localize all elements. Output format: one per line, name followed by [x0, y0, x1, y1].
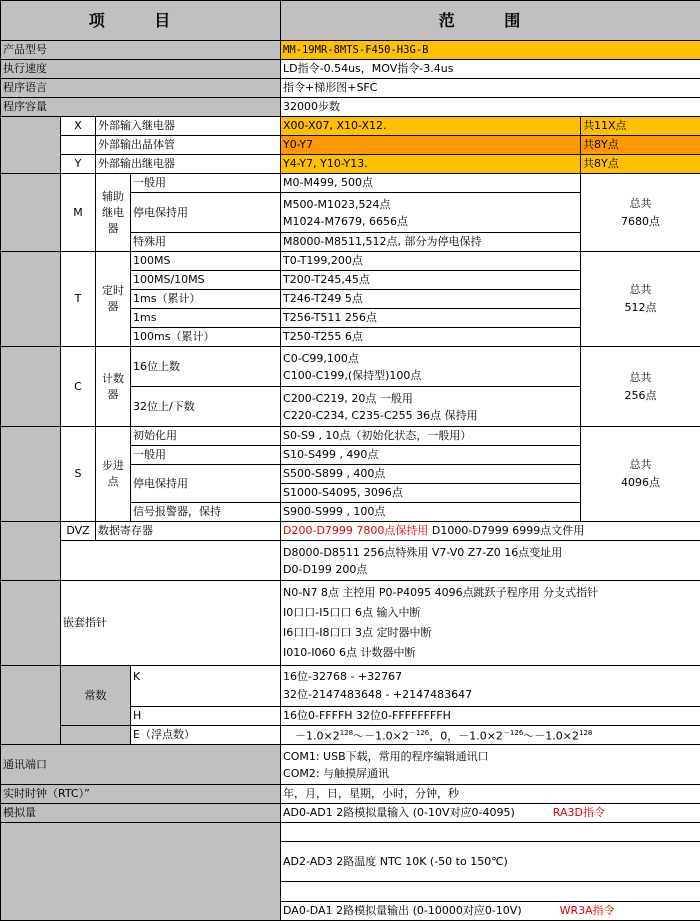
row-rtc — [1, 785, 700, 804]
rtc-value: 年，月，日，星期，小时，分钟，秒 — [281, 785, 700, 804]
t-range: T200-T245,45点 — [281, 271, 581, 290]
c-range-32 — [281, 387, 581, 427]
dvz-line-3: D0-D199 200点 — [283, 562, 368, 576]
s-name: 初始化用 — [131, 427, 281, 446]
c-range-line: C0-C99,100点 — [283, 351, 359, 365]
row-analog-block — [1, 823, 700, 842]
c-range-line: C200-C219, 20点 一般用 — [283, 391, 413, 405]
value-model: MM-19MR-8MTS-F450-H3G-B — [281, 41, 700, 60]
analog-blank-2 — [281, 882, 700, 902]
s-name-retentive: 停电保持用 — [131, 465, 281, 503]
c-total — [581, 347, 700, 427]
t-code: T — [61, 252, 96, 347]
analog-ad01 — [281, 804, 700, 823]
label-capacity: 程序容量 — [1, 98, 281, 117]
nest-line: I010-I060 6点 计数器中断 — [283, 646, 416, 659]
s-range: S0-S9 , 10点（初始化状态，一般用） — [281, 427, 581, 446]
s-total — [581, 427, 700, 522]
row-c-16 — [1, 347, 700, 387]
s-name: 信号报警器，保持 — [131, 503, 281, 522]
c-side-cell — [1, 347, 61, 427]
const-label: 常数 — [61, 666, 131, 726]
s-side-cell — [1, 427, 61, 522]
s-range: S900-S999 , 100点 — [281, 503, 581, 522]
c-total-label: 总共 — [629, 370, 652, 384]
e-part: ～－1.0×2 — [353, 729, 409, 743]
const-k-16: 16位-32768 - +32767 — [283, 670, 403, 683]
dvz-side-cell — [1, 522, 61, 581]
label-model: 产品型号 — [1, 41, 281, 60]
t-name: 100ms（累计） — [131, 328, 281, 347]
nest-line: I0口口-I5口口 6点 输入中断 — [283, 606, 421, 619]
dvz-retentive-text: D200-D7999 7800点保持用 — [283, 524, 429, 537]
c-code: C — [61, 347, 96, 427]
c-range-16 — [281, 347, 581, 387]
m-name-special: 特殊用 — [131, 233, 281, 252]
io-name-y: 外部输出继电器 — [96, 155, 281, 174]
c-range-line: C100-C199,(保持型)100点 — [283, 368, 422, 382]
analog-ad23: AD2-AD3 2路温度 NTC 10K (-50 to 150℃) — [281, 842, 700, 882]
m-side-cell — [1, 174, 61, 252]
comm-label: 通讯端口 — [1, 745, 281, 785]
comm-line: COM1: USB下载，常用的程序编辑通讯口 — [283, 749, 489, 763]
const-k-label: K — [131, 666, 281, 707]
row-speed — [1, 60, 700, 79]
io-code-y: Y — [61, 155, 96, 174]
s-total-count: 4096点 — [621, 476, 661, 489]
io-total-y: 共8Y点 — [581, 155, 700, 174]
s-total-label: 总共 — [629, 458, 652, 471]
header-item: 项 目 — [1, 1, 281, 41]
const-side-cell — [1, 666, 61, 745]
analog-blank — [281, 823, 700, 842]
nest-side-cell — [1, 581, 61, 666]
t-name: 100MS/10MS — [131, 271, 281, 290]
row-capacity — [1, 98, 700, 117]
m-range-retentive-line: M500-M1023,524点 — [283, 197, 391, 211]
const-k-32: 32位-2147483648 - +2147483647 — [283, 688, 473, 701]
e-part: －1.0×2 — [295, 729, 340, 743]
io-code-x: X — [61, 117, 96, 136]
row-dvz-1 — [1, 522, 700, 541]
comm-values — [281, 745, 700, 785]
s-range: S1000-S4095, 3096点 — [281, 484, 581, 503]
rtc-label: 实时时钟（RTC）” — [1, 785, 281, 804]
row-const-k — [1, 666, 700, 707]
s-group: 步进点 — [96, 427, 131, 522]
m-range-retentive — [281, 193, 581, 233]
m-range-special: M8000-M8511,512点, 部分为停电保持 — [281, 233, 581, 252]
c-group: 计数器 — [96, 347, 131, 427]
m-total-label: 总共 — [629, 196, 652, 210]
row-dvz-2 — [1, 541, 700, 581]
m-range-general: M0-M499, 500点 — [281, 174, 581, 193]
t-total-count: 512点 — [624, 301, 657, 314]
dvz-line-2-3 — [281, 541, 700, 581]
row-nest — [1, 581, 700, 666]
da01-command: WR3A指令 — [559, 904, 615, 917]
row-comm — [1, 745, 700, 785]
io-range-transistor: Y0-Y7 — [281, 136, 581, 155]
analog-side-cell — [1, 823, 281, 921]
comm-line: COM2: 与触摸屏通讯 — [283, 766, 390, 780]
analog-da01 — [281, 902, 700, 921]
value-speed: LD指令-0.54us，MOV指令-3.4us — [281, 60, 700, 79]
e-part: ，0，－1.0×2 — [429, 729, 503, 743]
label-speed: 执行速度 — [1, 60, 281, 79]
t-range: T246-T249 5点 — [281, 290, 581, 309]
const-h-value: 16位0-FFFFH 32位0-FFFFFFFFH — [281, 707, 700, 726]
row-s-0 — [1, 427, 700, 446]
io-range-y: Y4-Y7, Y10-Y13. — [281, 155, 581, 174]
value-capacity: 32000步数 — [281, 98, 700, 117]
m-name-general: 一般用 — [131, 174, 281, 193]
io-group-cell — [1, 117, 61, 174]
c-name-16: 16位上数 — [131, 347, 281, 387]
m-total-count: 7680点 — [621, 214, 661, 228]
row-transistor-output — [1, 136, 700, 155]
value-lang: 指令+梯形图+SFC — [281, 79, 700, 98]
nest-lines — [281, 581, 700, 666]
row-x-input — [1, 117, 700, 136]
analog-label: 模拟量 — [1, 804, 281, 823]
io-range-x: X00-X07, X10-X12. — [281, 117, 581, 136]
dvz-code: DVZ — [61, 522, 96, 541]
e-exp: －126 — [408, 729, 430, 738]
io-name-transistor: 外部输出晶体管 — [96, 136, 281, 155]
e-exp: 128 — [579, 729, 593, 738]
const-e-blank — [61, 726, 131, 745]
io-name-x: 外部输入继电器 — [96, 117, 281, 136]
row-const-e — [1, 726, 700, 745]
s-range: S10-S499 , 490点 — [281, 446, 581, 465]
s-range: S500-S899 , 400点 — [281, 465, 581, 484]
ad01-command: RA3D指令 — [552, 806, 605, 819]
m-group: 辅助继电器 — [96, 174, 131, 252]
s-name: 一般用 — [131, 446, 281, 465]
row-analog-label — [1, 804, 700, 823]
t-side-cell — [1, 252, 61, 347]
row-m-general — [1, 174, 700, 193]
m-code: M — [61, 174, 96, 252]
c-range-line: C220-C234, C235-C255 36点 保持用 — [283, 408, 478, 422]
nest-name: 嵌套指针 — [61, 581, 281, 666]
t-name: 1ms — [131, 309, 281, 328]
row-y-relay — [1, 155, 700, 174]
const-e-label: E（浮点数） — [131, 726, 281, 745]
dvz-file-text: D1000-D7999 6999点文件用 — [428, 524, 585, 537]
io-total-x: 共11X点 — [581, 117, 700, 136]
row-lang — [1, 79, 700, 98]
t-range: T0-T199,200点 — [281, 252, 581, 271]
dvz-line-2: D8000-D8511 256点特殊用 V7-V0 Z7-Z0 16点变址用 — [283, 545, 563, 559]
e-exp: －126 — [502, 729, 524, 738]
row-model — [1, 41, 700, 60]
da01-text: DA0-DA1 2路模拟量输出 (0-10000对应0-10V) — [283, 904, 522, 917]
nest-line: I6口口-I8口口 3点 定时器中断 — [283, 626, 432, 639]
dvz-name: 数据寄存器 — [96, 522, 281, 541]
row-t-0 — [1, 252, 700, 271]
t-total — [581, 252, 700, 347]
e-exp: 128 — [339, 729, 354, 738]
ad01-text: AD0-AD1 2路模拟量输入 (0-10V对应0-4095) — [283, 806, 515, 819]
m-total — [581, 174, 700, 252]
nest-line: N0-N7 8点 主控用 P0-P4095 4096点跳跃子程序用 分支式指针 — [283, 586, 599, 599]
t-range: T250-T255 6点 — [281, 328, 581, 347]
t-total-label: 总共 — [629, 283, 652, 296]
c-name-32: 32位上/下数 — [131, 387, 281, 427]
e-part: ～－1.0×2 — [523, 729, 580, 743]
m-name-retentive: 停电保持用 — [131, 193, 281, 233]
t-range: T256-T511 256点 — [281, 309, 581, 328]
t-name: 1ms（累计） — [131, 290, 281, 309]
const-k-values — [281, 666, 700, 707]
io-total-transistor: 共8Y点 — [581, 136, 700, 155]
dvz-blank — [61, 541, 281, 581]
label-lang: 程序语言 — [1, 79, 281, 98]
t-name: 100MS — [131, 252, 281, 271]
const-e-value — [281, 726, 700, 745]
m-range-retentive-line: M1024-M7679, 6656点 — [283, 214, 408, 228]
s-code: S — [61, 427, 96, 522]
header-range: 范 围 — [281, 1, 700, 41]
io-code-transistor — [61, 136, 96, 155]
t-group: 定时器 — [96, 252, 131, 347]
c-total-count: 256点 — [624, 388, 657, 402]
dvz-line-1 — [281, 522, 700, 541]
const-h-label: H — [131, 707, 281, 726]
